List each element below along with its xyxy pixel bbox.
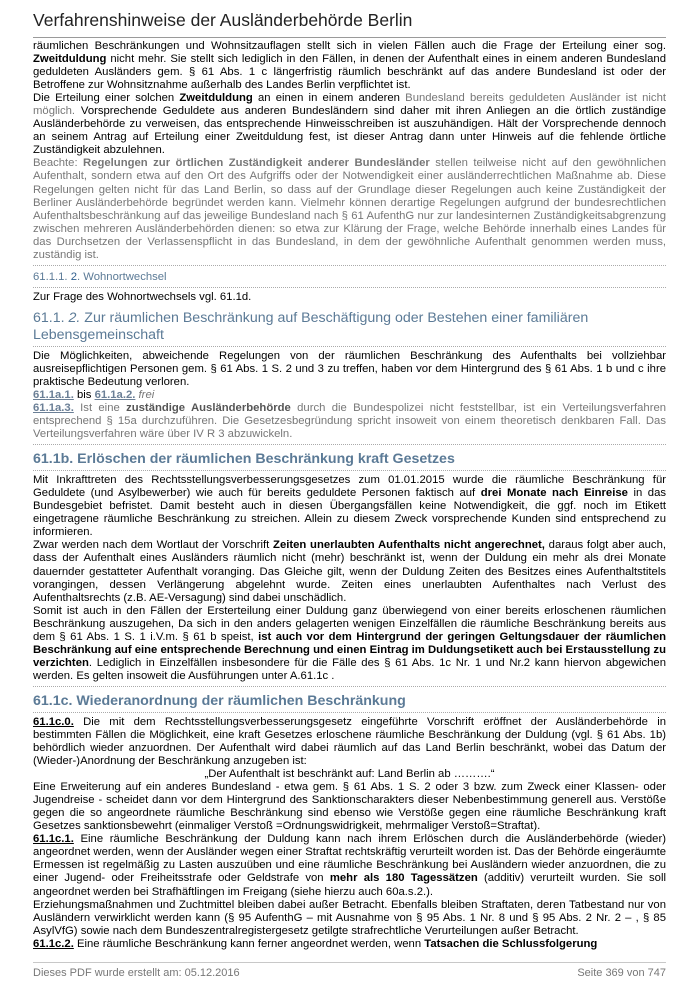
note-paragraph: Beachte: Regelungen zur örtlichen Zuständigkeit anderer Bundesländer stellen teilweise nicht auf den gewöhnlichen Aufenthalt, sondern etwa auf den Ort des Aufgriffs oder der Notwendigkeit einer ausländerrechtlichen Maßnahme ab. Diese Regelungen gelten nicht für das Land Berlin, so dass auf der Grundlage dieser Regelungen auch keine Zuständigkeit der Berliner Ausländerbehörde begründet werden kann. Vielmehr können derartige Regelungen aufgrund der bundesrechtlichen Aufenthaltsbeschränkung auf das jeweilige Bundesland nach § 61 AufenthG nur zur landesinternen Zuständigkeitsabgrenzung zwischen mehreren Ausländerbehörden dienen: so etwa zur Klärung der Frage, welche Behörde innerhalb eines Landes für das Durchsetzen der Verlassenspflicht in das Bundesland, in dem der gewöhnliche Aufenthalt genommen werden muss, zuständig ist. bbox=[33, 157, 666, 265]
paragraph-61-1c-0: 61.1c.0. Die mit dem Rechtsstellungsverbesserungsgesetz eingeführte Vorschrift eröffnet der Ausländerbehörde in bestimmten Fällen die Möglichkeit, eine kraft Gesetzes erloschene räumliche Beschränkung der Duldung (vgl. § 61 Abs. 1b) behördlich wieder anzuordnen. Der Aufenthalt wird dabei räumlich auf das Land Berlin beschränkt, wobei das Datum der (Wieder-)Anordnung der Beschränkung anzugeben ist: bbox=[33, 715, 666, 768]
paragraph-61-1a-3: 61.1a.3. Ist eine zuständige Ausländerbehörde durch die Bundespolizei nicht feststellbar, ist ein Verteilungsverfahren entsprechend § 15a durchzuführen. Die Gesetzesbegründung spricht insoweit von einem theoretisch denkbaren Fall. Das Verteilungsverfahren wäre über IV R 3 abzuwickeln. bbox=[33, 402, 666, 445]
intro-paragraph-1: räumlichen Beschränkungen und Wohnsitzauflagen stellt sich in vielen Fällen auch die Frage der Erteilung einer sog. Zweitduldung nicht mehr. Sie stellt sich lediglich in den Fällen, in denen der Aufenthalt eines in einem anderen Bundesland geduldeten Ausländers gem. § 61 Abs. 1 c längerfristig räumlich beschränkt auf das andere Bundesland ist oder der Betroffene zur Wohnsitznahme außerhalb des Landes Berlin verpflichtet ist. bbox=[33, 40, 666, 92]
link-61-1a-2[interactable]: 61.1a.2. bbox=[94, 388, 136, 401]
intro-paragraph-2: Die Erteilung einer solchen Zweitduldung an einen in einem anderen Bundesland bereits geduldeten Ausländer ist nicht möglich. Vorsprechende Geduldete aus anderen Bundesländern sind daher mit ihren Anliegen an die örtlich zuständige Ausländerbehörde zu verweisen, das entsprechende Hinweisschreiben ist auszuhändigen. Hält der Vorsprechende dennoch an seinem Antrag auf Erteilung einer Zweitduldung fest, ist dieser Antrag dann unter Hinweis auf die fehlende örtliche Zuständigkeit abzulehnen. bbox=[33, 92, 667, 157]
document-title: Verfahrenshinweise der Ausländerbehörde Berlin bbox=[33, 10, 413, 30]
heading-61-1-2: 61.1. 2. Zur räumlichen Beschränkung auf Beschäftigung oder Bestehen einer familiären Lebensgemeinschaft bbox=[33, 310, 666, 347]
document-body bbox=[33, 40, 666, 951]
title-divider bbox=[33, 37, 666, 38]
erloeschen-paragraph-3: Somit ist auch in den Fällen der Ersterteilung einer Duldung ganz überwiegend von einer bereits erloschenen räumlichen Beschränkung auszugehen, Da sich in den anders gelagerten wenigen Einzelfällen die räumliche Beschränkung bereits aus dem § 61 Abs. 1 S. 1 i.V.m. § 61 b speist, ist auch vor dem Hintergrund der geringen Geltungsdauer der räumlichen Beschränkung auf eine entsprechende Berechnung und einen Eintrag im Duldungsetikett auch bei Erstausstellung zu verzichten. Lediglich in Einzelfällen insbesondere für die Fälle des § 61 Abs. 1c Nr. 1 und Nr.2 kann hiervon abgewichen werden. Es gelten insoweit die Ausführungen unter A.61.1c . bbox=[33, 605, 666, 687]
wohnortwechsel-text: Zur Frage des Wohnortwechsels vgl. 61.1d. bbox=[33, 290, 252, 303]
erziehungsmassnahmen-paragraph: Erziehungsmaßnahmen und Zuchtmittel bleiben dabei außer Betracht. Ebenfalls bleiben Straftaten, deren Tatbestand nur von Ausländern verwirklicht werden kann (§ 95 AufenthG – mit Ausnahme von § 95 Abs. 1 Nr. 8 und § 95 Abs. 2 Nr. 2 – , § 85 AsylVfG) sowie nach dem Bundeszentralregistergesetz getilgte strafrechtliche Verurteilungen außer Betracht. bbox=[33, 898, 666, 937]
footer-divider bbox=[33, 962, 666, 963]
heading-61-1-1: 61.1.1. 2. Wohnortwechsel bbox=[33, 271, 666, 288]
link-61-1c-1[interactable]: 61.1c.1. bbox=[33, 833, 74, 846]
beschaeftigung-paragraph: Die Möglichkeiten, abweichende Regelungen von der räumlichen Beschränkung des Aufenthalts bei vollziehbar ausreisepflichtigen Personen gem. § 61 Abs. 1 S. 2 und 3 zu treffen, haben vor dem Hintergrund des § 61 Abs. 1 b und c ihre praktische Bedeutung verloren. bbox=[33, 349, 666, 388]
paragraph-61-1c-1: 61.1c.1. Eine räumliche Beschränkung der Duldung kann nach ihrem Erlöschen durch die Ausländerbehörde (wieder) angeordnet werden, wenn der Ausländer wegen einer Straftat rechtskräftig verurteilt worden ist. Das der Behörde eingeräumte Ermessen ist regelmäßig zu Lasten auszuüben und eine räumliche Beschränkung bei Ausländern wieder anzuordnen, die zu einer Jugend- oder Freiheitsstrafe oder Geldstrafe von mehr als 180 Tagessätzen (additiv) verurteilt wurden. Sie soll angeordnet werden bei Strafhäftlingen im Freigang (siehe hierzu auch 60a.s.2.). bbox=[33, 833, 666, 898]
heading-61-1b: 61.1b. Erlöschen der räumlichen Beschränkung kraft Gesetzes bbox=[33, 451, 666, 471]
link-61-1a-1[interactable]: 61.1a.1. bbox=[33, 388, 74, 401]
term-zweitduldung: Zweitduldung bbox=[33, 53, 107, 66]
link-61-1c-0[interactable]: 61.1c.0. bbox=[33, 715, 74, 728]
paragraph-61-1c-2: 61.1c.2. Eine räumliche Beschränkung kann ferner angeordnet werden, wenn Tatsachen die Schlussfolgerung bbox=[33, 937, 598, 950]
footer-created-date: Dieses PDF wurde erstellt am: 05.12.2016 bbox=[33, 967, 240, 979]
link-61-1c-2[interactable]: 61.1c.2. bbox=[33, 937, 74, 950]
erloeschen-paragraph-1: Mit Inkrafttreten des Rechtsstellungsverbesserungsgesetzes zum 01.01.2015 wurde die räumliche Beschränkung für Geduldete (und Asylbewerber) wie auch für bereits geduldete Personen faktisch auf drei Monate nach Einreise in das Bundesgebiet befristet. Damit besteht auch in diesen Übergangsfällen keine Notwendigkeit, die ggf. noch im Etikett eingetragene räumliche Beschränkung zu streichen. Allein zu diesem Zweck vorsprechende Kunden sind entsprechend zu informieren. bbox=[33, 474, 666, 539]
heading-61-1c: 61.1c. Wiederanordnung der räumlichen Beschränkung bbox=[33, 693, 666, 713]
erloeschen-paragraph-2: Zwar werden nach dem Wortlaut der Vorschrift Zeiten unerlaubten Aufenthalts nicht angerechnet, daraus folgt aber auch, dass der Aufenthalt eines Ausländers räumlich nicht (mehr) beschränkt ist, wenn der Duldung ein mehr als drei Monate dauernder gestatteter Aufenthalt voranging. Das Gleiche gilt, wenn der Duldung Zeiten des Besitzes eines Aufenthaltstitels vorangingen, dessen Verlängerung abgelehnt wurde. Zeiten eines unerlaubten Aufenthaltes nach Verlust des Aufenthaltsrechts (z.B. AE-Versagung) sind dabei unschädlich. bbox=[33, 539, 666, 604]
link-61-1a-3[interactable]: 61.1a.3. bbox=[33, 402, 74, 415]
restriction-quote: „Der Aufenthalt ist beschränkt auf: Land Berlin ab ……….“ bbox=[204, 768, 495, 781]
footer-page-number: Seite 369 von 747 bbox=[577, 967, 666, 979]
reference-line-61-1a: 61.1a.1. bis 61.1a.2. frei bbox=[33, 388, 155, 401]
erweiterung-paragraph: Eine Erweiterung auf ein anderes Bundesland - etwa gem. § 61 Abs. 1 S. 2 oder 3 bzw. zum Zweck einer Klassen- oder Jugendreise - scheidet dann vor dem Hintergrund des Sanktionscharakters dieser Nebenbestimmung generell aus. Verstöße gegen die so angeordnete räumliche Beschränkung sind ebenso wie Verstöße gegen eine räumliche Beschränkung kraft Gesetzes sanktionsbewehrt (einmaliger Verstoß =Ordnungswidrigkeit, mehrmaliger Verstoß=Straftat). bbox=[33, 781, 666, 833]
